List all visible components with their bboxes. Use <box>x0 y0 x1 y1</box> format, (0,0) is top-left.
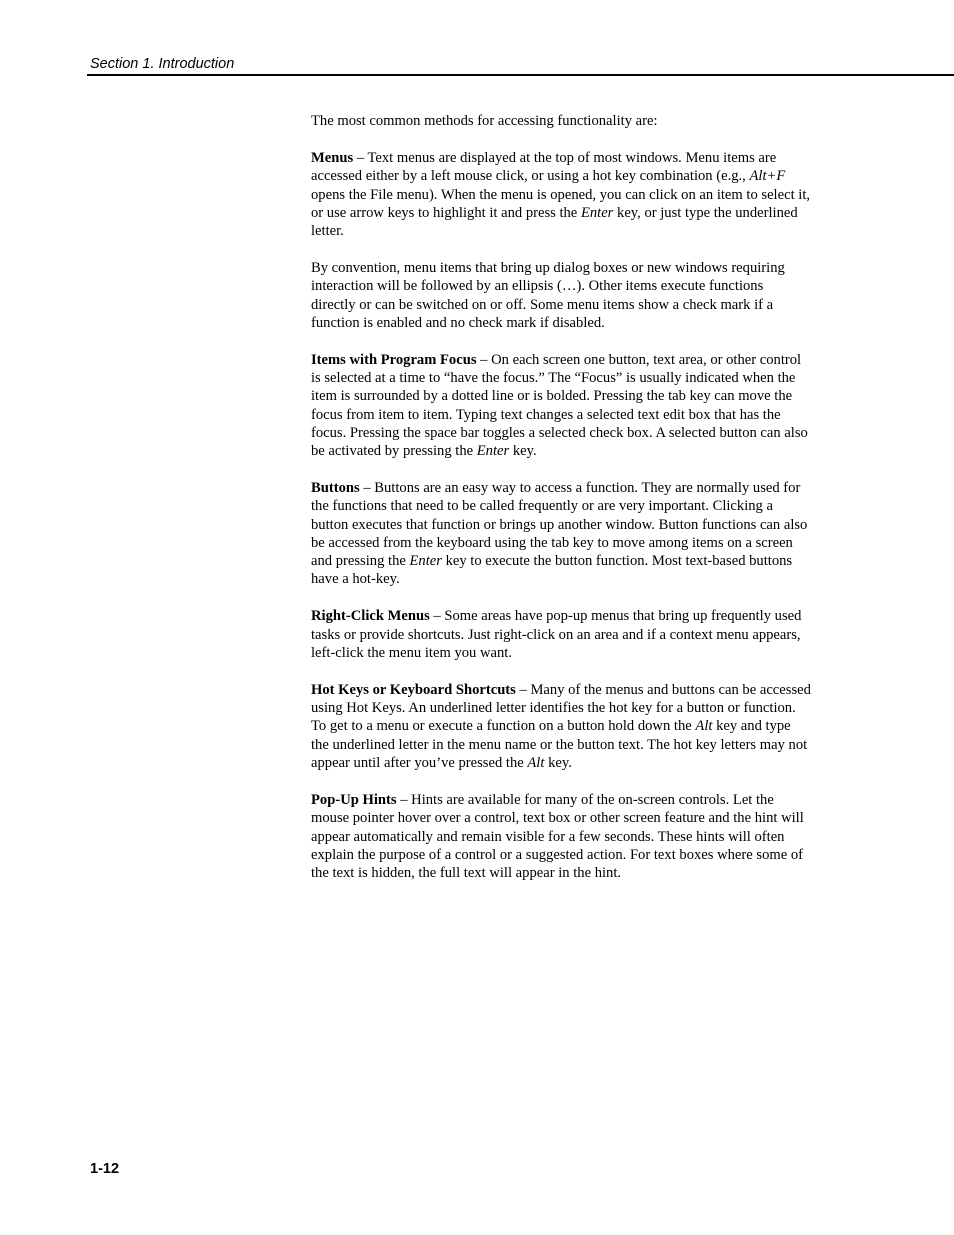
menus-enter-key: Enter <box>580 204 614 221</box>
menus-text-3: key, or just type the underlined letter. <box>311 204 798 240</box>
buttons-paragraph <box>311 479 811 588</box>
menus-hotkey: Alt+F <box>749 168 786 185</box>
menus-text-1: – Text menus are displayed at the top of most windows. Menu items are accessed either by a left mouse click, or using a hot key combination (e.g., <box>311 150 777 185</box>
hot-keys-text-1: – Many of the menus and buttons can be accessed using Hot Keys. An underlined letter identifies the hot key for a button or function. To get to a menu or execute a function on a button hold down the <box>311 682 811 735</box>
popup-hints-paragraph <box>311 791 811 882</box>
intro-text: The most common methods for accessing functionality are: <box>311 113 658 129</box>
focus-term: Items with Program Focus <box>311 352 477 369</box>
convention-paragraph <box>311 259 811 332</box>
focus-paragraph <box>311 351 811 460</box>
convention-text: By convention, menu items that bring up dialog boxes or new windows requiring interaction will be followed by an ellipsis (…). Other items execute functions directly or can be switched on or off. Some menu items show a check mark if a function is enabled and no check mark if disabled. <box>311 260 785 331</box>
intro-paragraph <box>311 112 811 130</box>
popup-hints-text: – Hints are available for many of the on-screen controls. Let the mouse pointer hover over a control, text box or other screen feature and the hint will appear automatically and remain visible for a few seconds. These hints will often explain the purpose of a control or a suggested action. For text boxes where some of the text is hidden, the full text will appear in the hint. <box>311 792 804 881</box>
focus-enter-key: Enter <box>476 443 510 460</box>
page-number: 1-12 <box>90 1161 120 1177</box>
focus-text-1: – On each screen one button, text area, or other control is selected at a time to “have the focus.” The “Focus” is usually indicated when the item is surrounded by a dotted line or is bolded. Pressing the tab key can move the focus from item to item. Typing text changes a selected text edit box that has the focus. Pressing the space bar toggles a selected check box. A selected button can also be activated by pressing the <box>311 352 808 460</box>
buttons-text-1: – Buttons are an easy way to access a function. They are normally used for the functions that need to be called frequently or are very important. Clicking a button executes that function or brings up another window. Button functions can also be accessed from the keyboard using the tab key to move among items on a screen and pressing the <box>311 480 808 570</box>
menus-term: Menus <box>311 150 354 167</box>
hot-keys-alt-key-2: Alt <box>527 754 545 771</box>
buttons-term: Buttons <box>311 480 360 497</box>
hot-keys-text-3: key. <box>544 754 572 771</box>
hot-keys-alt-key-1: Alt <box>695 718 713 735</box>
buttons-text-2: key to execute the button function. Most text-based buttons have a hot-key. <box>311 553 793 588</box>
focus-text-2: key. <box>509 443 537 460</box>
right-click-term: Right-Click Menus <box>311 608 430 625</box>
right-click-paragraph <box>311 607 811 662</box>
page-body <box>311 112 811 901</box>
buttons-enter-key: Enter <box>409 553 442 570</box>
hot-keys-term: Hot Keys or Keyboard Shortcuts <box>311 682 516 699</box>
popup-hints-term: Pop-Up Hints <box>311 792 397 809</box>
hot-keys-text-2: key and type the underlined letter in the menu name or the button text. The hot key letters may not appear until after you’ve pressed the <box>311 718 808 771</box>
hot-keys-paragraph <box>311 681 811 772</box>
section-header: Section 1. Introduction <box>90 56 235 72</box>
header-rule <box>87 74 954 76</box>
menus-paragraph <box>311 149 811 240</box>
menus-text-2: opens the File menu). When the menu is opened, you can click on an item to select it, or use arrow keys to highlight it and press the <box>311 186 811 221</box>
right-click-text: – Some areas have pop-up menus that bring up frequently used tasks or provide shortcuts. Just right-click on an area and if a context menu appears, left-click the menu item you want. <box>311 608 802 661</box>
